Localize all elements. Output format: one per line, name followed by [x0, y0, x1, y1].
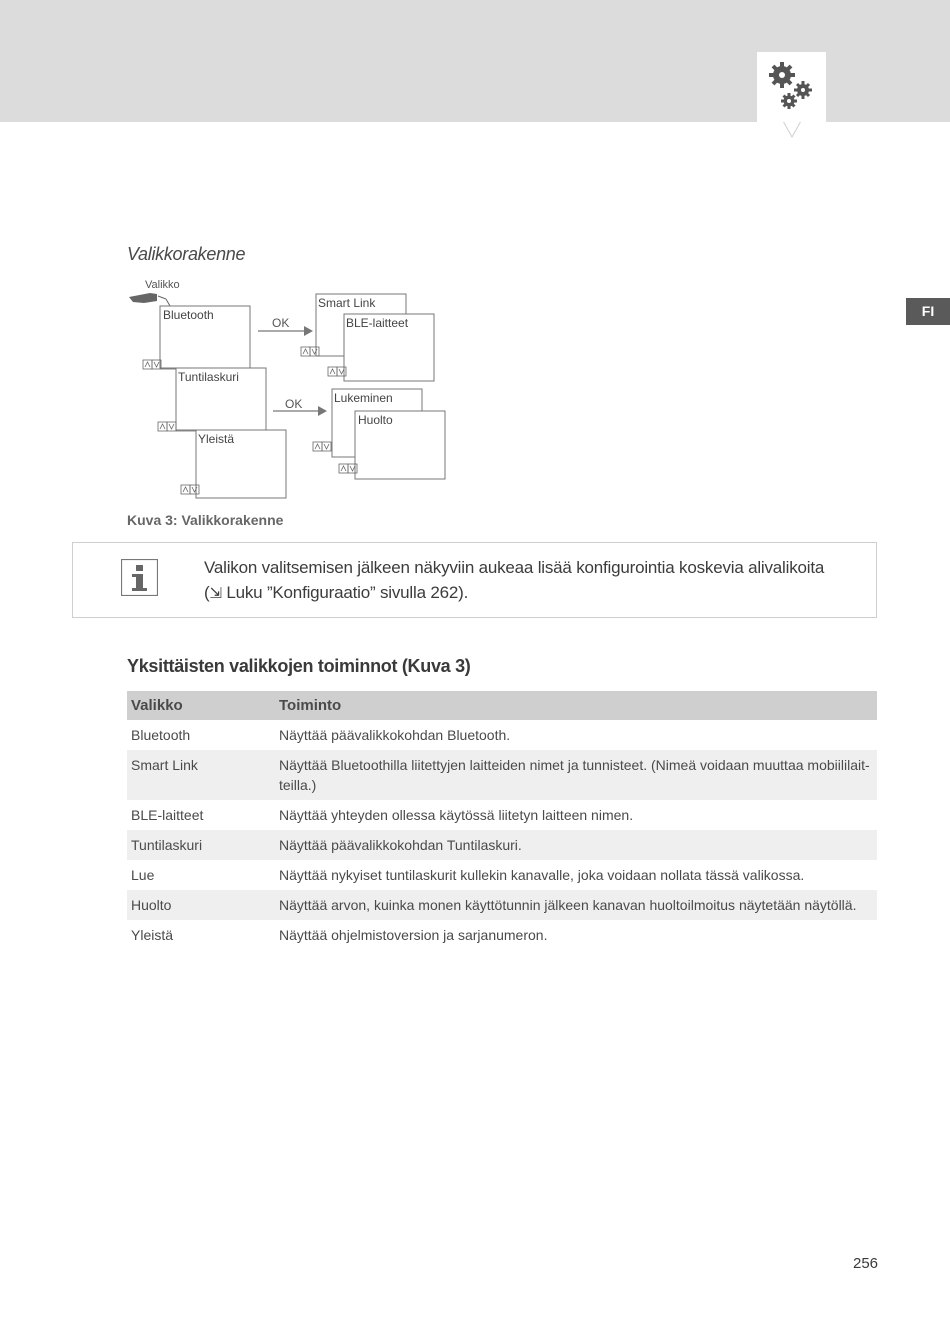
column-header-valikko: Valikko: [127, 691, 275, 720]
table-row: [127, 800, 877, 830]
column-header-toiminto: Toiminto: [275, 691, 877, 720]
info-icon: [121, 559, 158, 596]
menu-cell: Huolto: [127, 890, 275, 920]
nav-arrows-icon: [328, 367, 346, 376]
table-header-row: [127, 691, 877, 720]
table-row: [127, 920, 877, 950]
tab-pointer: [783, 121, 801, 138]
menu-box-huolto: Huolto: [358, 413, 393, 427]
menu-box-tuntilaskuri: Tuntilaskuri: [178, 370, 239, 384]
hand-pointer-icon: [129, 293, 170, 306]
menu-box-lukeminen: Lukeminen: [334, 391, 393, 405]
table-row: [127, 890, 877, 920]
info-note: [72, 542, 877, 618]
page-number: 256: [853, 1255, 879, 1272]
function-cell: Näyttää Bluetoothilla liitettyjen laitteiden nimet ja tunnisteet. (Nimeä voidaan muuttaa mobiililait-teilla.): [275, 750, 877, 800]
info-note-line1: Valikon valitsemisen jälkeen näkyviin aukeaa lisää konfigurointia koskevia alivalikoita: [204, 558, 825, 577]
section-title: Valikkorakenne: [127, 244, 246, 264]
nav-arrows-icon: [339, 464, 357, 473]
table-row: [127, 830, 877, 860]
menu-box-bluetooth: Bluetooth: [163, 308, 214, 322]
menu-box-yleista: Yleistä: [198, 432, 235, 446]
info-note-reference[interactable]: Luku ”Konfiguraatio” sivulla 262).: [221, 583, 469, 602]
nav-arrows-icon: [313, 442, 331, 451]
function-cell: Näyttää päävalikkokohdan Tuntilaskuri.: [275, 830, 877, 860]
entry-label: Valikko: [145, 279, 180, 291]
function-cell: Näyttää yhteyden ollessa käytössä liitetyn laitteen nimen.: [279, 807, 634, 823]
menu-cell: Lue: [131, 867, 155, 883]
function-cell: Näyttää ohjelmistoversion ja sarjanumeron.: [279, 927, 548, 943]
ok-label: OK: [272, 316, 290, 330]
language-tab: FI: [906, 298, 950, 325]
function-cell: Näyttää arvon, kuinka monen käyttötunnin jälkeen kanavan huoltoilmoitus näytetään näytöllä.: [275, 890, 877, 920]
table-row: [127, 720, 877, 750]
menu-cell: Yleistä: [131, 927, 174, 943]
info-note-text: [204, 555, 854, 606]
functions-table: [127, 691, 877, 950]
menu-box-ble-laitteet: BLE-laitteet: [346, 316, 409, 330]
menu-cell: Bluetooth: [131, 727, 191, 743]
table-row: [127, 750, 877, 800]
menu-cell: Tuntilaskuri: [127, 830, 275, 860]
menu-structure-diagram: [120, 272, 460, 504]
ok-label: OK: [285, 397, 303, 411]
function-cell: Näyttää nykyiset tuntilaskurit kullekin kanavalle, joka voidaan nollata tässä valikossa.: [279, 867, 805, 883]
menu-cell: BLE-laitteet: [131, 807, 204, 823]
chapter-tab: [757, 52, 826, 122]
info-note-prefix: (: [204, 583, 210, 602]
menu-cell: Smart Link: [127, 750, 275, 800]
functions-heading: Yksittäisten valikkojen toiminnot (Kuva 3): [127, 656, 471, 676]
menu-box-smart-link: Smart Link: [318, 296, 376, 310]
figure-caption: Kuva 3: Valikkorakenne: [127, 512, 284, 528]
function-cell: Näyttää päävalikkokohdan Bluetooth.: [279, 727, 511, 743]
table-row: [127, 860, 877, 890]
link-arrow-icon[interactable]: ⇲: [209, 585, 222, 602]
info-note-line2: [204, 580, 854, 606]
gears-icon: [757, 52, 826, 122]
